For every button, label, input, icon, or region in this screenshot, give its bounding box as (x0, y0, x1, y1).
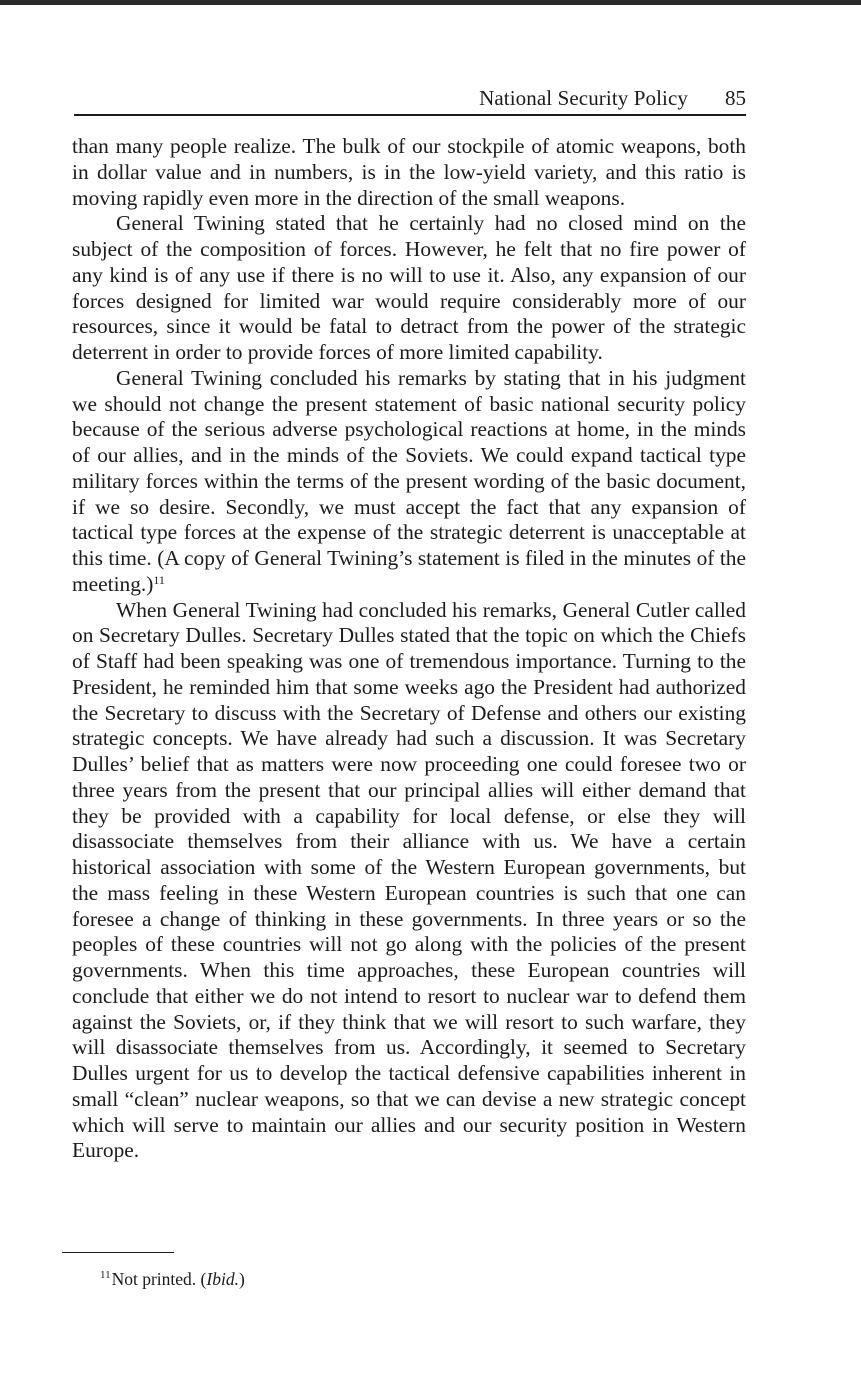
page-number: 85 (725, 86, 746, 110)
footnote-text: Not printed. ( (111, 1269, 207, 1289)
paragraph-twining-forces: General Twining stated that he certainly had no closed mind on the subject of the composition of forces. However, he felt that no fire power of any kind is of any use if there is no will to use it. Also, any expansion of our forces designed for limited war would require considerably more of our resources, since it would be fatal to detract from the power of the strategic deterrent in order to provide forces of more limited capability. (72, 211, 746, 364)
scan-top-edge (0, 0, 861, 5)
footnote-reference: 11 (153, 572, 165, 587)
footnote (100, 1268, 245, 1290)
paragraph-twining-conclusion-text: General Twining concluded his remarks by stating that in his judgment we should not change the present statement of basic national security policy because of the serious adverse psychological reactions at home, in the minds of our allies, and in the minds of the Soviets. We could expand tactical type military forces within the terms of the present wording of the basic document, if we so desire. Secondly, we must accept the fact that any expansion of tactical type forces at the expense of the strategic deterrent is unacceptable at this time. (A copy of General Twining’s statement is filed in the minutes of the meeting.) (72, 365, 746, 596)
paragraph-continued: than many people realize. The bulk of our stockpile of atomic weapons, both in dollar value and in numbers, is in the low-yield variety, and this ratio is moving rapidly even more in the direction of the small weapons. (72, 134, 746, 210)
paragraph-twining-conclusion (72, 366, 746, 598)
footnote-number: 11 (100, 1269, 111, 1281)
footnote-divider (62, 1252, 174, 1253)
running-title: National Security Policy (479, 86, 688, 110)
paragraph-dulles: When General Twining had concluded his remarks, General Cutler called on Secretary Dulles. Secretary Dulles stated that the topic on which the Chiefs of Staff had been speaking was one of tremendous importance. Turning to the President, he reminded him that some weeks ago the President had authorized the Secretary to discuss with the Secretary of Defense and others our existing strategic concepts. We have already had such a discussion. It was Secretary Dulles’ belief that as matters were now proceeding one could foresee two or three years from the present that our principal allies will either demand that they be provided with a capability for local defense, or else they will disassociate themselves from their alliance with us. We have a certain historical association with some of the Western European governments, but the mass feeling in these Western European countries is such that one can foresee a change of thinking in these governments. In three years or so the peoples of these countries will not go along with the policies of the present governments. When this time approaches, these European countries will conclude that either we do not intend to resort to nuclear war to defend them against the Soviets, or, if they think that we will resort to such warfare, they will disassociate themselves from us. Accordingly, it seemed to Secretary Dulles urgent for us to develop the tactical defensive capabilities inherent in small “clean” nuclear weapons, so that we can devise a new strategic concept which will serve to maintain our allies and our security position in Western Europe. (72, 597, 746, 1163)
footnote-close: ) (238, 1269, 245, 1289)
running-header (74, 84, 746, 116)
body-text (72, 134, 746, 1164)
footnote-source: Ibid. (206, 1269, 239, 1289)
